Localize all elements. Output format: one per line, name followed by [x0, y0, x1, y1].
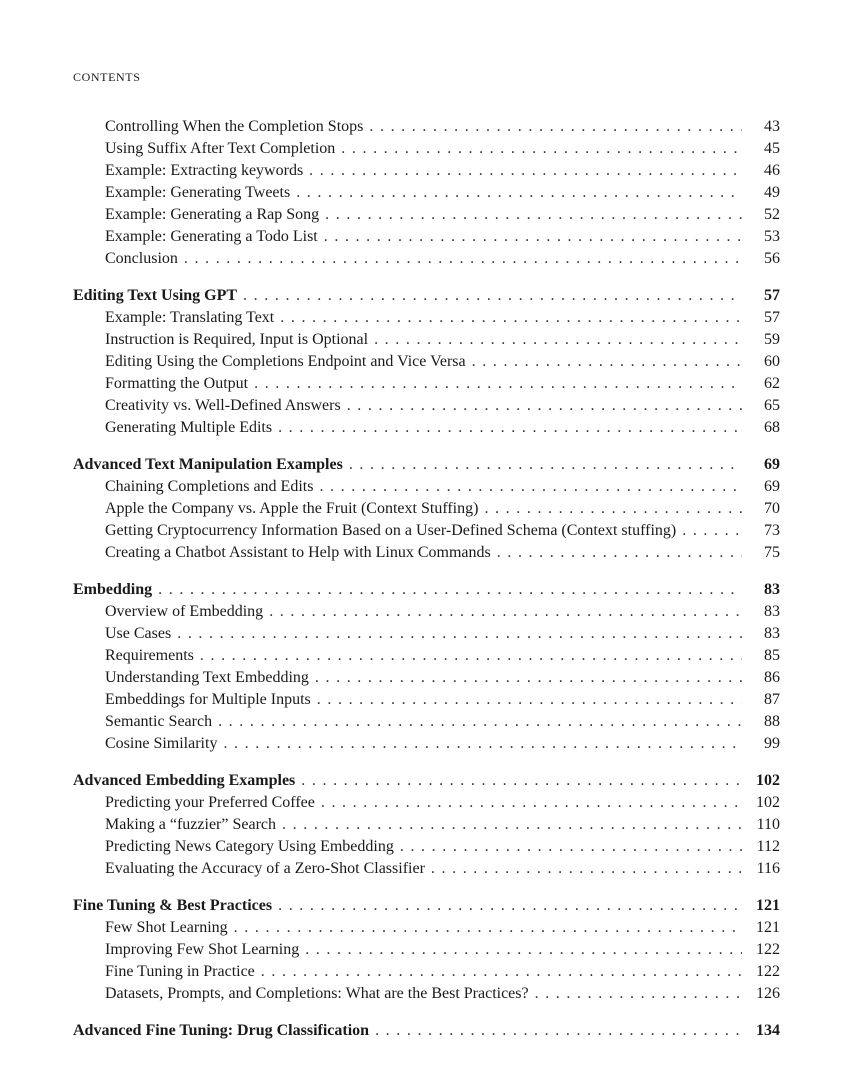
dot-leader	[218, 711, 742, 733]
toc-entry-title: Cosine Similarity	[105, 735, 218, 752]
dot-leader	[375, 1020, 742, 1042]
toc-entry[interactable]	[0, 498, 860, 520]
toc-entry-title: Few Shot Learning	[105, 919, 228, 936]
toc-entry[interactable]	[0, 836, 860, 858]
dot-leader	[184, 248, 742, 270]
dot-leader	[374, 329, 742, 351]
dot-leader	[341, 138, 742, 160]
toc-chapter-title: Advanced Embedding Examples	[73, 772, 296, 789]
toc-entry[interactable]	[0, 814, 860, 836]
dot-leader	[305, 939, 742, 961]
toc-entry-page-number: 46	[764, 162, 780, 179]
toc-chapter[interactable]	[0, 285, 860, 307]
toc-entry-page-number: 59	[764, 331, 780, 348]
toc-entry[interactable]	[0, 667, 860, 689]
toc-entry-title: Datasets, Prompts, and Completions: What are the Best Practices?	[105, 985, 529, 1002]
toc-section	[0, 454, 860, 564]
toc-entry-page-number: 122	[756, 963, 780, 980]
toc-entry-page-number: 116	[756, 860, 780, 877]
toc-chapter-page-number: 121	[756, 897, 780, 914]
dot-leader	[325, 204, 742, 226]
toc-section	[0, 895, 860, 1005]
toc-entry-title: Fine Tuning in Practice	[105, 963, 255, 980]
dot-leader	[243, 285, 742, 307]
toc-chapter[interactable]	[0, 579, 860, 601]
toc-chapter[interactable]	[0, 770, 860, 792]
toc-entry[interactable]	[0, 248, 860, 270]
dot-leader	[200, 645, 742, 667]
dot-leader	[535, 983, 742, 1005]
toc-entry[interactable]	[0, 476, 860, 498]
toc-entry-page-number: 65	[764, 397, 780, 414]
dot-leader	[349, 454, 742, 476]
toc-entry-page-number: 53	[764, 228, 780, 245]
dot-leader	[282, 814, 742, 836]
toc-entry-title: Example: Translating Text	[105, 309, 275, 326]
toc-chapter-title: Editing Text Using GPT	[73, 287, 238, 304]
toc-entry-title: Example: Generating a Rap Song	[105, 206, 320, 223]
toc-entry-title: Getting Cryptocurrency Information Based on a User-Defined Schema (Context stuffing)	[105, 522, 677, 539]
toc-entry-page-number: 60	[764, 353, 780, 370]
dot-leader	[347, 395, 742, 417]
dot-leader	[319, 476, 742, 498]
toc-entry-title: Conclusion	[105, 250, 178, 267]
toc-entry-page-number: 56	[764, 250, 780, 267]
toc-entry-page-number: 112	[756, 838, 780, 855]
toc-entry[interactable]	[0, 116, 860, 138]
toc-entry-page-number: 70	[764, 500, 780, 517]
toc-entry-title: Improving Few Shot Learning	[105, 941, 300, 958]
toc-entry-page-number: 122	[756, 941, 780, 958]
toc-entry-title: Controlling When the Completion Stops	[105, 118, 364, 135]
toc-entry[interactable]	[0, 351, 860, 373]
dot-leader	[158, 579, 742, 601]
dot-leader	[177, 623, 742, 645]
toc-chapter[interactable]	[0, 454, 860, 476]
dot-leader	[497, 542, 742, 564]
toc-entry[interactable]	[0, 329, 860, 351]
toc-chapter[interactable]	[0, 1020, 860, 1042]
toc-entry[interactable]	[0, 520, 860, 542]
toc-section	[0, 116, 860, 270]
dot-leader	[309, 160, 742, 182]
dot-leader	[278, 895, 742, 917]
toc-entry-title: Predicting your Preferred Coffee	[105, 794, 315, 811]
toc-entry-page-number: 88	[764, 713, 780, 730]
toc-entry-title: Overview of Embedding	[105, 603, 264, 620]
toc-entry-page-number: 68	[764, 419, 780, 436]
dot-leader	[431, 858, 742, 880]
toc-entry-title: Semantic Search	[105, 713, 213, 730]
dot-leader	[472, 351, 742, 373]
toc-entry-title: Chaining Completions and Edits	[105, 478, 314, 495]
dot-leader	[400, 836, 742, 858]
toc-entry-title: Evaluating the Accuracy of a Zero-Shot Classifier	[105, 860, 425, 877]
toc-entry-title: Using Suffix After Text Completion	[105, 140, 336, 157]
dot-leader	[280, 307, 742, 329]
dot-leader	[315, 667, 742, 689]
toc-entry[interactable]	[0, 160, 860, 182]
toc-entry[interactable]	[0, 417, 860, 439]
table-of-contents	[0, 116, 860, 1057]
toc-entry-title: Example: Extracting keywords	[105, 162, 304, 179]
toc-entry-title: Example: Generating a Todo List	[105, 228, 318, 245]
toc-entry[interactable]	[0, 373, 860, 395]
dot-leader	[369, 116, 742, 138]
dot-leader	[321, 792, 742, 814]
toc-chapter-page-number: 57	[764, 287, 780, 304]
toc-entry-title: Understanding Text Embedding	[105, 669, 309, 686]
toc-entry[interactable]	[0, 601, 860, 623]
dot-leader	[296, 182, 742, 204]
toc-entry[interactable]	[0, 138, 860, 160]
toc-entry-title: Creativity vs. Well-Defined Answers	[105, 397, 341, 414]
toc-chapter-page-number: 102	[756, 772, 780, 789]
toc-entry[interactable]	[0, 961, 860, 983]
toc-entry[interactable]	[0, 983, 860, 1005]
toc-entry-page-number: 69	[764, 478, 780, 495]
toc-entry-title: Example: Generating Tweets	[105, 184, 291, 201]
toc-entry-title: Making a “fuzzier” Search	[105, 816, 277, 833]
toc-entry-title: Apple the Company vs. Apple the Fruit (Context Stuffing)	[105, 500, 479, 517]
toc-section	[0, 285, 860, 439]
toc-entry[interactable]	[0, 395, 860, 417]
toc-entry[interactable]	[0, 939, 860, 961]
toc-entry-title: Use Cases	[105, 625, 172, 642]
toc-entry-page-number: 49	[764, 184, 780, 201]
toc-section	[0, 579, 860, 755]
toc-chapter-title: Advanced Fine Tuning: Drug Classification	[73, 1022, 370, 1039]
dot-leader	[223, 733, 742, 755]
toc-entry-page-number: 110	[756, 816, 780, 833]
dot-leader	[269, 601, 742, 623]
toc-chapter-title: Embedding	[73, 581, 153, 598]
toc-entry-page-number: 43	[764, 118, 780, 135]
toc-entry[interactable]	[0, 858, 860, 880]
toc-chapter-page-number: 83	[764, 581, 780, 598]
toc-entry-page-number: 52	[764, 206, 780, 223]
dot-leader	[324, 226, 742, 248]
toc-entry[interactable]	[0, 645, 860, 667]
toc-entry[interactable]	[0, 204, 860, 226]
toc-entry-title: Requirements	[105, 647, 194, 664]
toc-entry-page-number: 85	[764, 647, 780, 664]
toc-section	[0, 1020, 860, 1042]
toc-entry-page-number: 86	[764, 669, 780, 686]
toc-chapter-page-number: 134	[756, 1022, 780, 1039]
dot-leader	[317, 689, 742, 711]
dot-leader	[234, 917, 742, 939]
toc-entry[interactable]	[0, 307, 860, 329]
toc-entry-title: Predicting News Category Using Embedding	[105, 838, 394, 855]
dot-leader	[682, 520, 742, 542]
toc-entry-page-number: 102	[756, 794, 780, 811]
toc-entry-page-number: 99	[764, 735, 780, 752]
toc-chapter-title: Advanced Text Manipulation Examples	[73, 456, 343, 473]
toc-entry[interactable]	[0, 182, 860, 204]
dot-leader	[261, 961, 742, 983]
toc-entry-page-number: 45	[764, 140, 780, 157]
toc-entry[interactable]	[0, 542, 860, 564]
toc-entry[interactable]	[0, 226, 860, 248]
toc-entry-page-number: 83	[764, 625, 780, 642]
toc-entry-title: Creating a Chatbot Assistant to Help with Linux Commands	[105, 544, 491, 561]
dot-leader	[484, 498, 742, 520]
dot-leader	[301, 770, 742, 792]
toc-chapter[interactable]	[0, 895, 860, 917]
toc-entry[interactable]	[0, 711, 860, 733]
running-head: CONTENTS	[73, 70, 141, 84]
toc-chapter-page-number: 69	[764, 456, 780, 473]
toc-entry-page-number: 83	[764, 603, 780, 620]
toc-entry-title: Editing Using the Completions Endpoint and Vice Versa	[105, 353, 466, 370]
toc-entry-page-number: 73	[764, 522, 780, 539]
toc-entry[interactable]	[0, 623, 860, 645]
toc-entry-page-number: 126	[756, 985, 780, 1002]
toc-entry-page-number: 121	[756, 919, 780, 936]
toc-entry-page-number: 75	[764, 544, 780, 561]
toc-chapter-title: Fine Tuning & Best Practices	[73, 897, 273, 914]
toc-entry-page-number: 57	[764, 309, 780, 326]
toc-section	[0, 770, 860, 880]
toc-entry-page-number: 87	[764, 691, 780, 708]
toc-entry[interactable]	[0, 689, 860, 711]
toc-entry[interactable]	[0, 733, 860, 755]
toc-entry-title: Instruction is Required, Input is Optional	[105, 331, 369, 348]
toc-entry-title: Formatting the Output	[105, 375, 249, 392]
toc-entry[interactable]	[0, 917, 860, 939]
dot-leader	[278, 417, 742, 439]
toc-entry-page-number: 62	[764, 375, 780, 392]
toc-entry-title: Generating Multiple Edits	[105, 419, 273, 436]
toc-entry[interactable]	[0, 792, 860, 814]
dot-leader	[254, 373, 742, 395]
toc-entry-title: Embeddings for Multiple Inputs	[105, 691, 311, 708]
